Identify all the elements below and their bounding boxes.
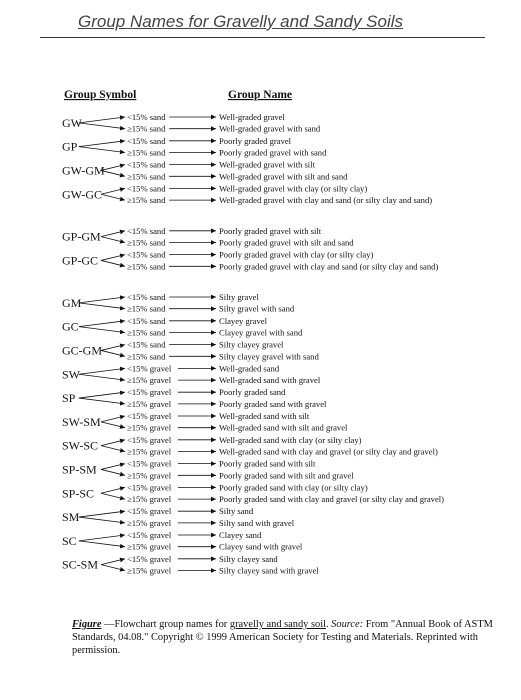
group-symbol: GP-GM (62, 229, 101, 244)
group-symbol: GW-GM (62, 163, 105, 178)
branch-arrow (79, 535, 125, 541)
group-symbol: SC (62, 533, 77, 548)
group-name: Well-graded gravel with silt (219, 159, 315, 170)
condition-label: <15% sand (127, 112, 166, 122)
branch-arrow (79, 368, 125, 374)
branch-arrow (101, 260, 125, 266)
condition-label: <15% gravel (127, 387, 172, 398)
soil-group (62, 183, 432, 205)
caption-soil: gravelly and sandy soil (229, 619, 326, 630)
branch-arrow (79, 511, 125, 517)
branch-arrow (79, 392, 125, 398)
soil-group (62, 340, 319, 362)
group-name: Poorly graded sand with silt (219, 458, 316, 469)
branch-arrow (101, 231, 125, 237)
branch-arrow (79, 541, 125, 547)
branch-arrow (79, 123, 125, 129)
group-name: Poorly graded sand with clay and gravel (or silty clay and gravel) (219, 494, 445, 505)
branch-arrow (101, 255, 125, 261)
caption-source-label: Source: (331, 619, 364, 630)
branch-arrow (79, 327, 125, 333)
group-symbol: SP-SM (62, 462, 97, 477)
condition-label: ≥15% gravel (127, 517, 172, 528)
group-symbol: SW (62, 367, 80, 382)
branch-arrow (79, 517, 125, 523)
branch-arrow (101, 464, 125, 470)
condition-label: ≥15% gravel (127, 398, 172, 409)
group-name: Well-graded sand with clay (or silty clay) (219, 434, 362, 445)
soil-group (62, 250, 438, 272)
branch-arrow (101, 194, 125, 200)
group-name: Silty clayey gravel with sand (219, 351, 319, 362)
condition-label: ≥15% sand (127, 123, 166, 134)
condition-label: ≥15% gravel (127, 422, 172, 433)
group-name: Poorly graded gravel with silt and sand (219, 237, 354, 248)
group-name: Well-graded sand with clay and gravel (or silty clay and gravel) (219, 446, 438, 457)
condition-label: ≥15% gravel (127, 470, 172, 481)
condition-label: <15% sand (127, 135, 166, 146)
header-group-name: Group Name (228, 89, 292, 101)
caption-text-a: —Flowchart group names for (101, 619, 230, 630)
branch-arrow (101, 440, 125, 446)
branch-arrow (101, 565, 125, 571)
group-symbol: SW-SM (62, 414, 101, 429)
group-name: Poorly graded gravel with sand (219, 147, 327, 158)
group-name: Well-graded sand with gravel (219, 375, 321, 386)
group-symbol: GP-GC (62, 253, 99, 268)
soil-group (62, 554, 319, 576)
soil-group (62, 506, 295, 528)
branch-arrow (79, 398, 125, 404)
branch-arrow (79, 117, 125, 123)
group-name: Well-graded gravel with sand (219, 123, 321, 134)
condition-label: <15% sand (127, 315, 166, 326)
header-group-symbol: Group Symbol (64, 89, 137, 101)
condition-label: <15% gravel (127, 482, 172, 493)
soil-group (62, 292, 295, 314)
branch-arrow (101, 350, 125, 356)
group-name: Well-graded gravel with clay and sand (or silty clay and sand) (219, 195, 433, 206)
caption-source-text: From "Annual Book of ASTM Standards, 04.08." Copyright © 1999 American Society for Testing and Materials. Reprinted with permission. (72, 619, 493, 656)
group-name: Well-graded sand with silt and gravel (219, 422, 348, 433)
group-symbol: GW (62, 115, 82, 130)
caption-figure-label: Figure (72, 619, 102, 630)
condition-label: <15% gravel (127, 411, 172, 421)
group-symbol: GC (62, 319, 79, 334)
condition-label: <15% sand (127, 183, 166, 194)
group-symbol: SP-SC (62, 486, 95, 501)
soil-group (62, 316, 303, 338)
branch-arrow (79, 374, 125, 380)
group-name: Poorly graded sand with silt and gravel (219, 470, 354, 481)
group-name: Poorly graded gravel (219, 135, 292, 146)
branch-arrow (101, 237, 125, 243)
group-name: Silty sand (219, 506, 254, 517)
soil-group (62, 387, 327, 409)
condition-label: ≥15% sand (127, 171, 166, 182)
group-name: Well-graded gravel with silt and sand (219, 171, 348, 182)
soil-group (62, 435, 438, 457)
branch-arrow (101, 446, 125, 452)
branch-arrow (79, 141, 125, 147)
condition-label: ≥15% sand (127, 261, 166, 272)
group-name: Poorly graded gravel with clay (or silty clay) (219, 249, 374, 260)
figure-caption (72, 618, 502, 657)
soil-group (62, 136, 327, 158)
group-name: Silty gravel with sand (219, 303, 295, 314)
condition-label: <15% sand (127, 339, 166, 350)
condition-label: ≥15% gravel (127, 541, 172, 552)
branch-arrow (101, 422, 125, 428)
group-name: Silty clayey gravel (219, 339, 284, 350)
group-name: Well-graded gravel (219, 112, 285, 122)
condition-label: ≥15% sand (127, 147, 166, 158)
group-name: Clayey gravel with sand (219, 327, 303, 338)
group-list (62, 112, 444, 576)
condition-label: ≥15% sand (127, 303, 166, 314)
group-symbol: GW-GC (62, 187, 102, 202)
condition-label: <15% gravel (127, 363, 172, 374)
condition-label: ≥15% gravel (127, 494, 172, 505)
group-name: Poorly graded gravel with clay and sand (or silty clay and sand) (219, 261, 439, 272)
group-name: Well-graded gravel with clay (or silty clay) (219, 183, 368, 194)
group-name: Poorly graded sand (219, 387, 286, 398)
soil-group (62, 411, 348, 433)
condition-label: <15% gravel (127, 434, 172, 445)
branch-arrow (101, 469, 125, 475)
caption-text-b: . (325, 619, 332, 630)
soil-group (62, 482, 444, 504)
condition-label: ≥15% gravel (127, 375, 172, 386)
branch-arrow (79, 147, 125, 153)
group-name: Poorly graded gravel with silt (219, 225, 322, 236)
group-name: Clayey sand with gravel (219, 541, 303, 552)
soil-group (62, 530, 303, 552)
group-name: Well-graded sand with silt (219, 411, 310, 421)
group-symbol: SW-SC (62, 438, 99, 453)
branch-arrow (79, 303, 125, 309)
branch-arrow (101, 559, 125, 565)
group-name: Silty clayey sand with gravel (219, 565, 319, 576)
soil-group (62, 112, 321, 134)
group-symbol: GC-GM (62, 343, 103, 358)
condition-label: <15% sand (127, 225, 166, 236)
soil-group (62, 226, 354, 248)
group-name: Silty gravel (219, 292, 259, 302)
group-symbol: GP (62, 139, 78, 154)
group-name: Well-graded sand (219, 363, 280, 374)
condition-label: <15% gravel (127, 553, 172, 564)
branch-arrow (101, 345, 125, 351)
group-symbol: SM (62, 510, 80, 525)
group-name: Poorly graded sand with gravel (219, 398, 327, 409)
condition-label: ≥15% sand (127, 237, 166, 248)
branch-arrow (101, 487, 125, 493)
soil-group (62, 459, 354, 481)
group-name: Silty sand with gravel (219, 517, 295, 528)
branch-arrow (101, 188, 125, 194)
branch-arrow (79, 321, 125, 327)
condition-label: <15% gravel (127, 506, 172, 517)
condition-label: ≥15% sand (127, 351, 166, 362)
group-name: Clayey gravel (219, 315, 267, 326)
condition-label: <15% gravel (127, 458, 172, 469)
group-name: Clayey sand (219, 530, 262, 540)
condition-label: ≥15% gravel (127, 565, 172, 576)
group-symbol: GM (62, 295, 82, 310)
condition-label: ≥15% sand (127, 195, 166, 206)
group-symbol: SC-SM (62, 557, 99, 572)
branch-arrow (101, 493, 125, 499)
condition-label: <15% sand (127, 159, 166, 170)
condition-label: ≥15% gravel (127, 446, 172, 457)
page-title: Group Names for Gravelly and Sandy Soils (78, 12, 404, 31)
group-name: Poorly graded sand with clay (or silty clay) (219, 482, 368, 493)
condition-label: <15% sand (127, 249, 166, 260)
branch-arrow (79, 297, 125, 303)
group-symbol: SP (62, 391, 76, 406)
group-name: Silty clayey sand (219, 553, 278, 564)
branch-arrow (101, 416, 125, 422)
soil-group (62, 160, 348, 182)
condition-label: <15% gravel (127, 530, 172, 540)
condition-label: ≥15% sand (127, 327, 166, 338)
condition-label: <15% sand (127, 292, 166, 302)
soil-group (62, 363, 321, 385)
